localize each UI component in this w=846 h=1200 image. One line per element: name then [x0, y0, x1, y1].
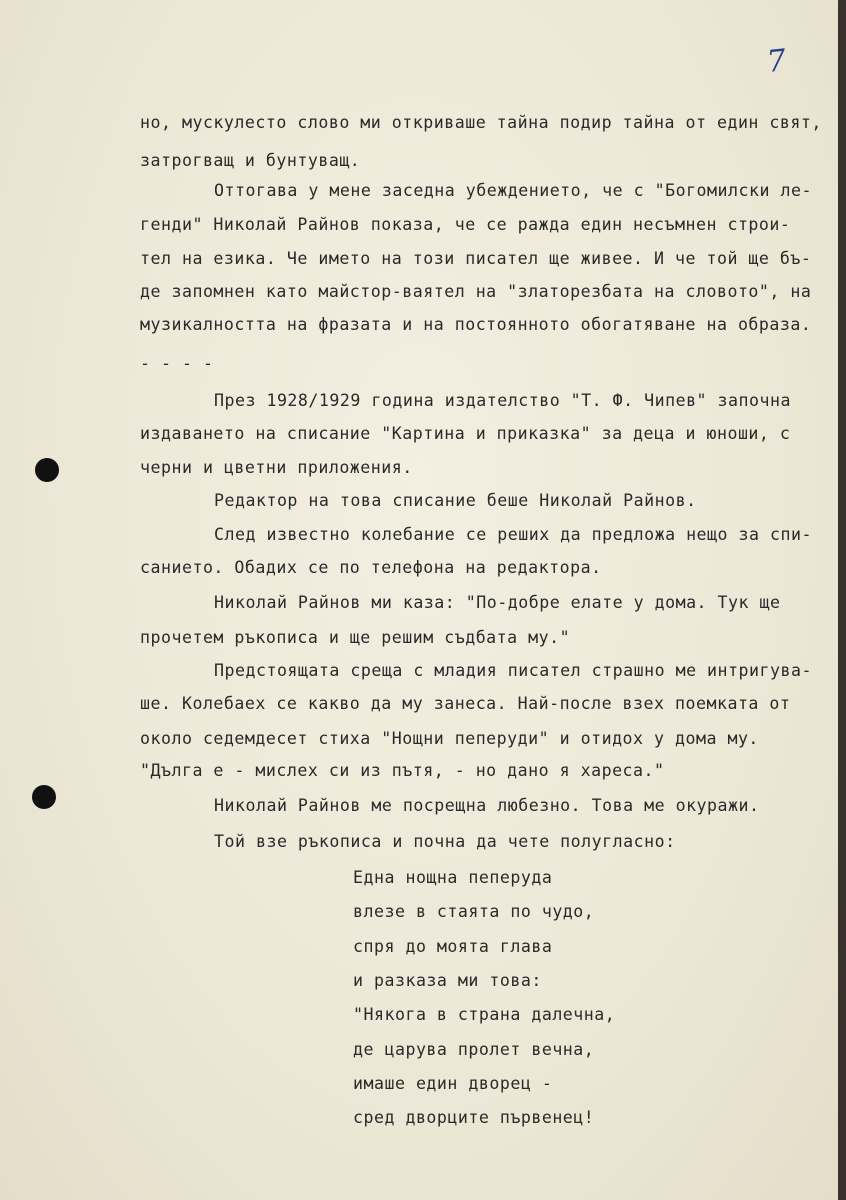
poem-line: "Някога в страна далечна, — [353, 1005, 616, 1024]
text-line: де запомнен като майстор-ваятел на "златорезбата на словото", на — [140, 282, 812, 301]
text-line: Той взе ръкописа и почна да чете полугласно: — [214, 832, 676, 851]
text-line: санието. Обадих се по телефона на редактора. — [140, 558, 602, 577]
page-number: 7 — [765, 43, 788, 80]
poem-line: имаше един дворец - — [353, 1074, 553, 1093]
poem-line: влезе в стаята по чудо, — [353, 902, 595, 921]
text-line: музикалността на фразата и на постоянното обогатяване на образа. — [140, 315, 812, 334]
text-line: прочетем ръкописа и ще решим съдбата му." — [140, 628, 571, 647]
text-line: издаването на списание "Картина и приказка" за деца и юноши, с — [140, 424, 791, 443]
punch-hole — [35, 458, 59, 482]
text-line: генди" Николай Райнов показа, че се ражда един несъмнен строи- — [140, 215, 791, 234]
text-line: Предстоящата среща с младия писател страшно ме интригува- — [214, 661, 812, 680]
poem-line: сред дворците първенец! — [353, 1108, 595, 1127]
text-line: затрогващ и бунтуващ. — [140, 151, 361, 170]
text-line: След известно колебание се реших да предложа нещо за спи- — [214, 525, 812, 544]
text-line: През 1928/1929 година издателство "Т. Ф. Чипев" започна — [214, 391, 791, 410]
text-line: тел на езика. Че името на този писател ще живее. И че той ще бъ- — [140, 249, 812, 268]
text-line: Редактор на това списание беше Николай Райнов. — [214, 491, 697, 510]
section-separator: - - - - — [140, 354, 214, 373]
poem-line: Една нощна пеперуда — [353, 868, 553, 887]
text-line: ше. Колебаех се какво да му занеса. Най-после взех поемката от — [140, 694, 791, 713]
text-line: около седемдесет стиха "Нощни пеперуди" и отидох у дома му. — [140, 729, 759, 748]
poem-line: спря до моята глава — [353, 937, 553, 956]
text-line: Оттогава у мене заседна убеждението, че с "Богомилски ле- — [214, 181, 812, 200]
text-line: но, мускулесто слово ми откриваше тайна подир тайна от един свят, — [140, 113, 822, 132]
text-line: Николай Райнов ми каза: "По-добре елате у дома. Тук ще — [214, 593, 781, 612]
poem-line: де царува пролет вечна, — [353, 1040, 595, 1059]
text-line: "Дълга е - мислех си из пътя, - но дано я хареса." — [140, 761, 665, 780]
page-edge-shadow — [838, 0, 846, 1200]
poem-line: и разказа ми това: — [353, 971, 542, 990]
text-line: черни и цветни приложения. — [140, 458, 413, 477]
punch-hole — [32, 785, 56, 809]
text-line: Николай Райнов ме посрещна любезно. Това ме окуражи. — [214, 796, 760, 815]
